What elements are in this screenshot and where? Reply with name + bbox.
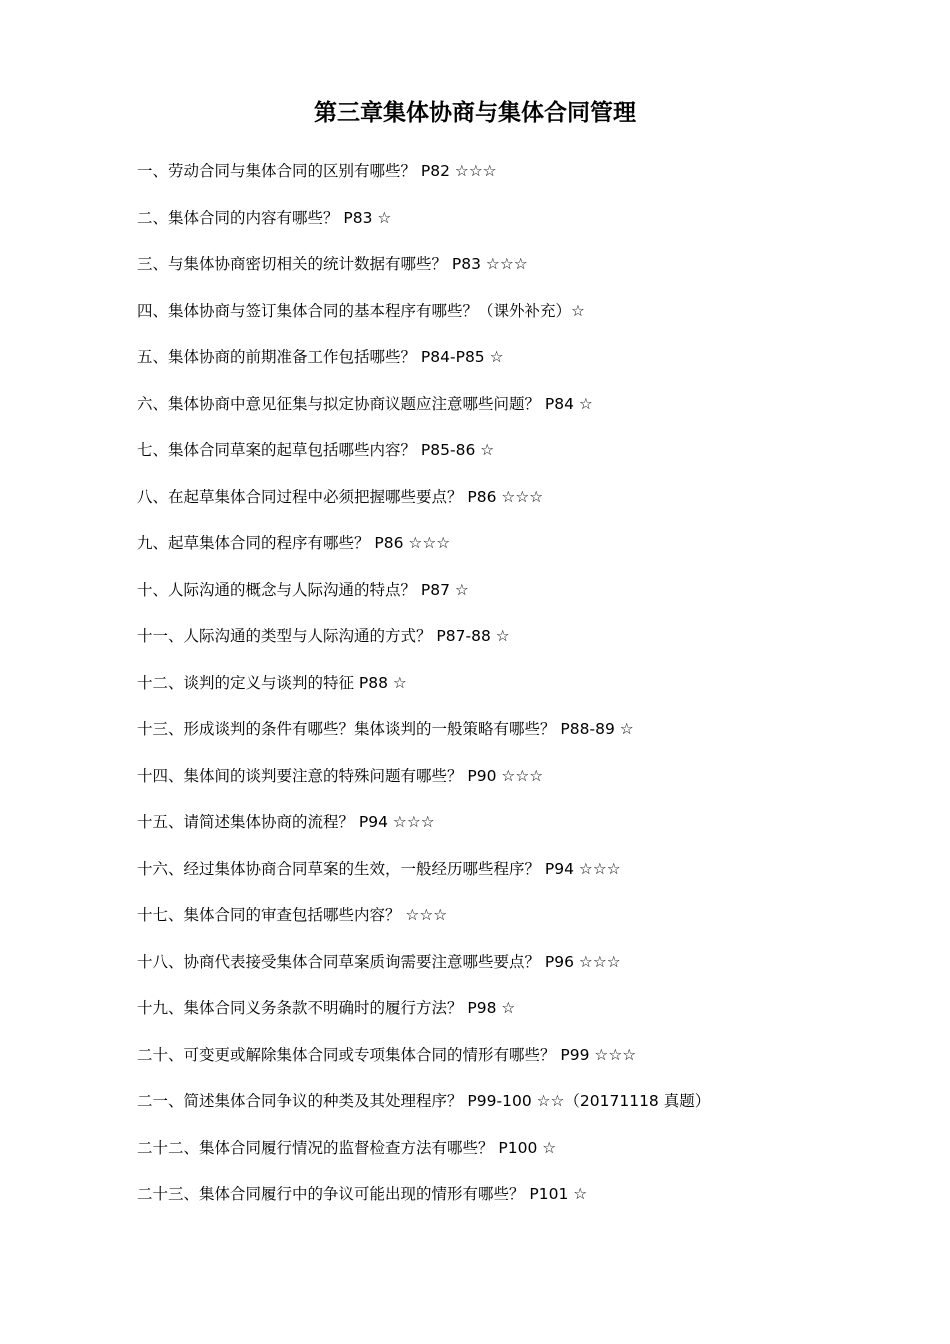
list-item: 二一、简述集体合同争议的种类及其处理程序？ P99-100 ☆☆（20171118 真题）	[137, 1092, 711, 1110]
list-item: 二十、可变更或解除集体合同或专项集体合同的情形有哪些？ P99 ☆☆☆	[137, 1045, 637, 1064]
list-item: 十二、谈判的定义与谈判的特征 P88 ☆	[137, 673, 407, 692]
list-item: 十七、集体合同的审查包括哪些内容？ ☆☆☆	[137, 906, 448, 924]
list-item: 十三、形成谈判的条件有哪些？集体谈判的一般策略有哪些？ P88-89 ☆	[137, 720, 634, 738]
list-item: 二十三、集体合同履行中的争议可能出现的情形有哪些？ P101 ☆	[137, 1185, 588, 1203]
question-list	[137, 159, 897, 1229]
list-item: 十一、人际沟通的类型与人际沟通的方式？ P87-88 ☆	[137, 627, 510, 645]
list-item: 十四、集体间的谈判要注意的特殊问题有哪些？ P90 ☆☆☆	[137, 766, 544, 785]
list-item: 七、集体合同草案的起草包括哪些内容？ P85-86 ☆	[137, 441, 495, 459]
list-item: 五、集体协商的前期准备工作包括哪些？ P84-P85 ☆	[137, 348, 504, 366]
list-item: 八、在起草集体合同过程中必须把握哪些要点？ P86 ☆☆☆	[137, 487, 544, 506]
list-item: 十五、请简述集体协商的流程？ P94 ☆☆☆	[137, 813, 435, 831]
document-title: 第三章集体协商与集体合同管理	[314, 100, 636, 126]
list-item: 十、人际沟通的概念与人际沟通的特点？ P87 ☆	[137, 580, 469, 599]
list-item: 九、起草集体合同的程序有哪些？ P86 ☆☆☆	[137, 534, 451, 552]
list-item: 十八、协商代表接受集体合同草案质询需要注意哪些要点？ P96 ☆☆☆	[137, 952, 621, 971]
list-item: 二、集体合同的内容有哪些？ P83 ☆	[137, 208, 392, 227]
list-item: 一、劳动合同与集体合同的区别有哪些？ P82 ☆☆☆	[137, 162, 497, 180]
list-item: 十六、经过集体协商合同草案的生效，一般经历哪些程序？ P94 ☆☆☆	[137, 859, 621, 878]
list-item: 六、集体协商中意见征集与拟定协商议题应注意哪些问题？ P84 ☆	[137, 394, 593, 413]
list-item: 四、集体协商与签订集体合同的基本程序有哪些？（课外补充）☆	[137, 301, 585, 320]
list-item: 二十二、集体合同履行情况的监督检查方法有哪些？ P100 ☆	[137, 1138, 557, 1157]
list-item: 十九、集体合同义务条款不明确时的履行方法？ P98 ☆	[137, 999, 516, 1017]
list-item: 三、与集体协商密切相关的统计数据有哪些？ P83 ☆☆☆	[137, 255, 528, 273]
